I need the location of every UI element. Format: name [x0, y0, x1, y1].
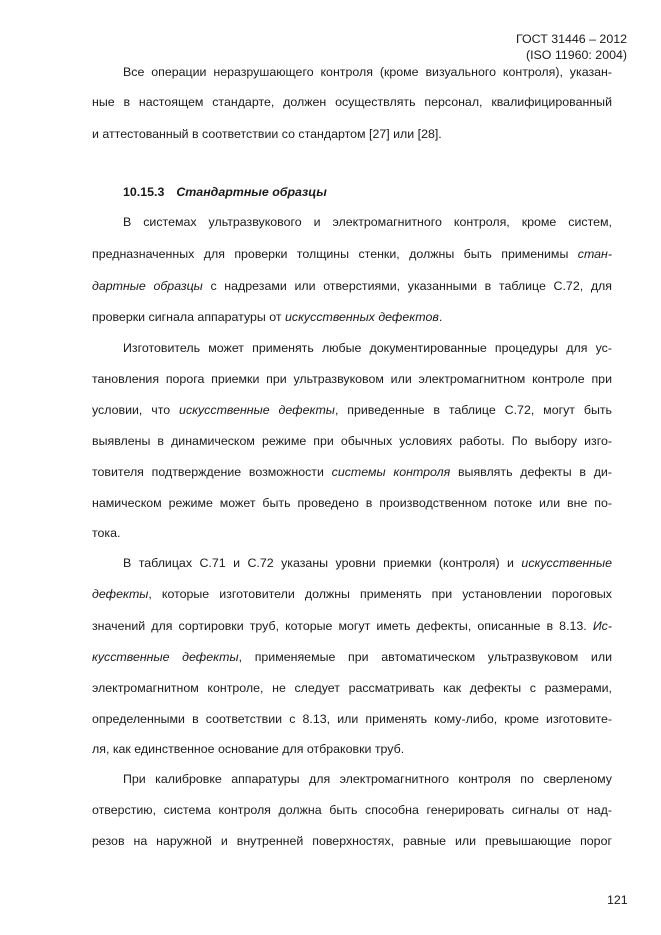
text-line: предназначенных для проверки толщины стенки, должны быть применимы стан- — [92, 247, 612, 261]
text-line: резов на наружной и внутренней поверхностях, равные или превышающие порог — [92, 834, 612, 848]
text-line: определенными в соответствии с 8.13, или применять кому-либо, кроме изготовите- — [92, 712, 612, 726]
document-header — [516, 31, 627, 63]
text-line: ные в настоящем стандарте, должен осуществлять персонал, квалифицированный — [92, 95, 612, 109]
text-line: электромагнитном контроле, не следует рассматривать как дефекты с размерами, — [92, 681, 612, 695]
emphasis-term: искусственных дефектов — [285, 310, 439, 324]
text-line: товителя подтверждение возможности системы контроля выявлять дефекты в ди- — [92, 465, 612, 479]
text-line: значений для сортировки труб, которые могут иметь дефекты, описанные в 8.13. Ис- — [92, 619, 612, 633]
text-line: тановления порога приемки при ультразвуковом или электромагнитном контроле при — [92, 372, 612, 386]
standard-designation: ГОСТ 31446 – 2012 — [516, 32, 627, 46]
text-line: выявлены в динамическом режиме при обычных условиях работы. По выбору изго- — [92, 434, 612, 448]
iso-reference: (ISO 11960: 2004) — [525, 48, 627, 62]
section-title: Стандартные образцы — [176, 185, 327, 199]
emphasis-term: стан- — [577, 247, 612, 261]
section-heading — [123, 185, 327, 199]
text-line: В системах ультразвукового и электромагнитного контроля, кроме систем, — [123, 215, 612, 229]
text-line: условии, что искусственные дефекты, приведенные в таблице С.72, могут быть — [92, 403, 612, 417]
text-line: В таблицах С.71 и С.72 указаны уровни приемки (контроля) и искусственные — [123, 556, 612, 570]
text-line: отверстию, система контроля должна быть способна генерировать сигналы от над- — [92, 803, 612, 817]
text-line: При калибровке аппаратуры для электромагнитного контроля по сверленому — [123, 772, 612, 786]
emphasis-term: дартные образцы — [92, 279, 203, 293]
emphasis-term: кусственные дефекты — [92, 650, 239, 664]
text-line: тока. — [92, 526, 121, 540]
text-line: дефекты, которые изготовители должны применять при установлении пороговых — [92, 587, 612, 601]
text-line: и аттестованный в соответствии со стандартом [27] или [28]. — [92, 127, 442, 141]
text-line: проверки сигнала аппаратуры от искусственных дефектов. — [92, 310, 443, 324]
text-line: Все операции неразрушающего контроля (кроме визуального контроля), указан- — [123, 65, 612, 79]
text-line: ля, как единственное основание для отбраковки труб. — [92, 742, 405, 756]
emphasis-term: искусственные дефекты — [179, 403, 335, 417]
text-line: Изготовитель может применять любые документированные процедуры для ус- — [123, 341, 612, 355]
emphasis-term: Ис- — [592, 619, 612, 633]
section-number: 10.15.3 — [123, 185, 165, 199]
text-line: дартные образцы с надрезами или отверстиями, указанными в таблице С.72, для — [92, 279, 612, 293]
text-line: намическом режиме может быть проведено в производственном потоке или вне по- — [92, 496, 612, 510]
text-line: кусственные дефекты, применяемые при автоматическом ультразвуковом или — [92, 650, 612, 664]
emphasis-term: системы контроля — [331, 465, 451, 479]
emphasis-term: дефекты — [92, 587, 149, 601]
emphasis-term: искусственные — [521, 556, 612, 570]
page-number: 121 — [607, 893, 628, 907]
